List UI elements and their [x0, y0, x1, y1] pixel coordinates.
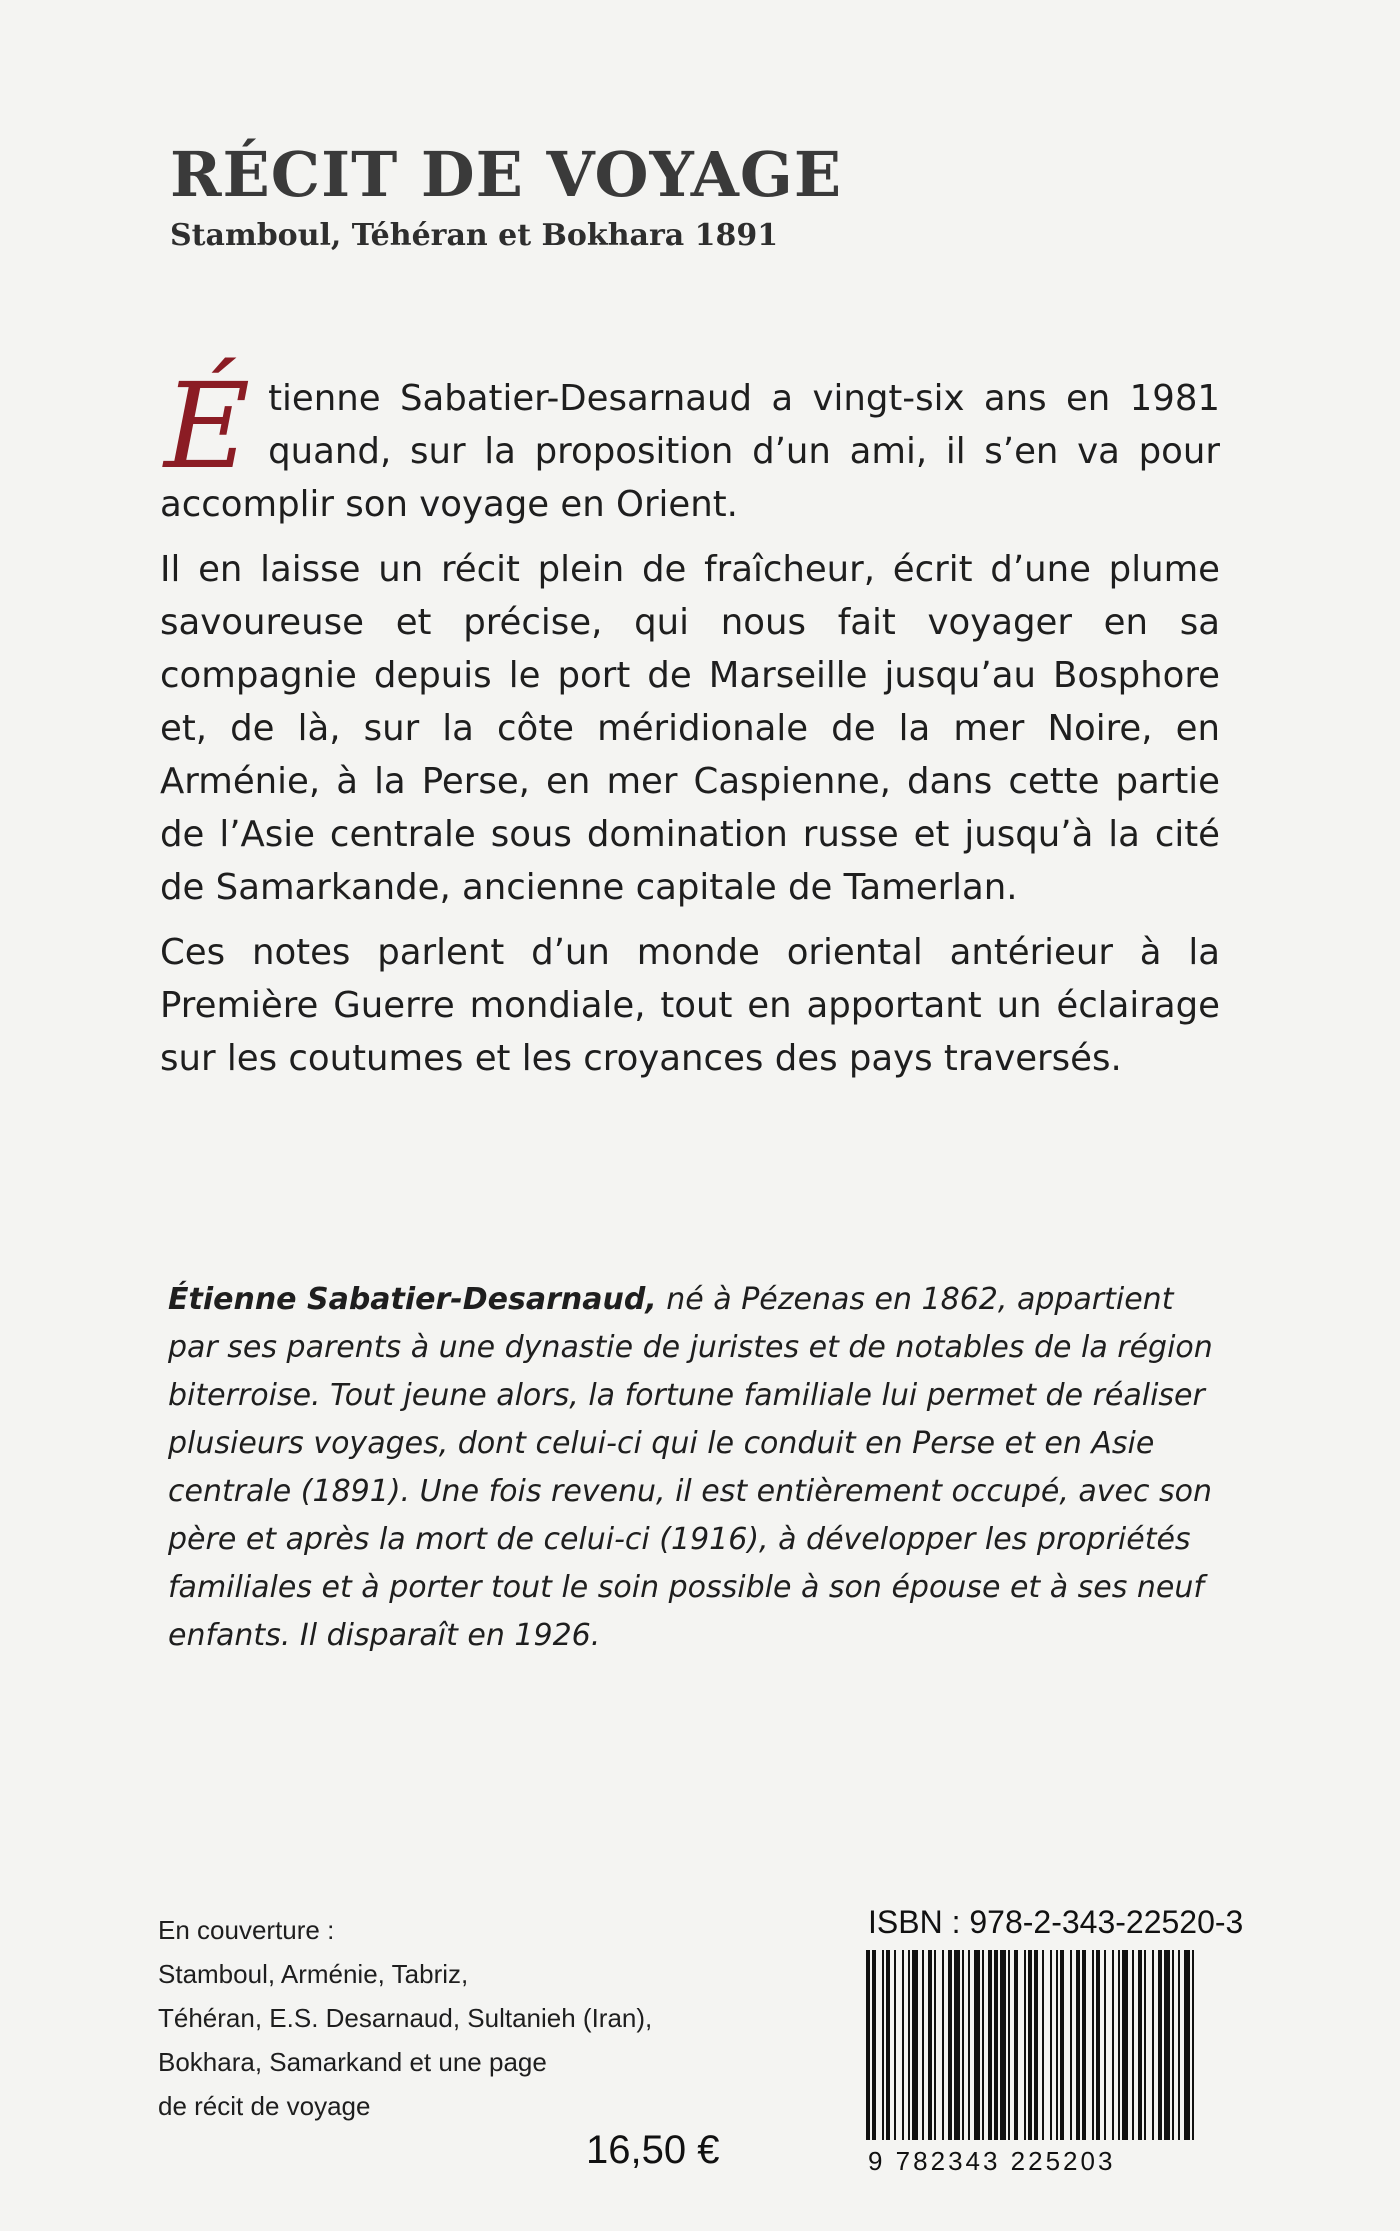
barcode-bar [912, 1950, 918, 2140]
barcode-bar [1060, 1950, 1064, 2140]
barcode-bar [1178, 1950, 1180, 2140]
summary-paragraph-1-text: tienne Sabatier-Desarnaud a vingt-six ans en 1981 quand, sur la proposition d’un ami, il s’en va pour accomplir son voyage en Orient. [160, 378, 1220, 525]
barcode-bar [1144, 1950, 1146, 2140]
cover-credit-line: de récit de voyage [158, 2091, 371, 2121]
barcode-bar [1000, 1950, 1006, 2140]
barcode [862, 1950, 1202, 2140]
barcode-bar [866, 1950, 870, 2140]
barcode-bar [1184, 1950, 1190, 2140]
cover-credit-line: Téhéran, E.S. Desarnaud, Sultanieh (Iran), [158, 2003, 653, 2033]
barcode-bar [988, 1950, 992, 2140]
barcode-bar [1070, 1950, 1072, 2140]
isbn-label: ISBN : 978-2-343-22520-3 [868, 1904, 1244, 1940]
barcode-bar [1050, 1950, 1052, 2140]
barcode-bar [948, 1950, 952, 2140]
drop-cap: É [164, 357, 251, 495]
barcode-bar [872, 1950, 876, 2140]
cover-credit-line: Stamboul, Arménie, Tabriz, [158, 1959, 469, 1989]
barcode-bar [1122, 1950, 1128, 2140]
cover-credit-line: En couverture : [158, 1915, 335, 1945]
barcode-bar [1082, 1950, 1086, 2140]
cover-credit-line: Bokhara, Samarkand et une page [158, 2047, 547, 2077]
barcode-bar [894, 1950, 896, 2140]
barcode-bar [1138, 1950, 1142, 2140]
summary-paragraph-3: Ces notes parlent d’un monde oriental antérieur à la Première Guerre mondiale, tout en apportant un éclairage sur les coutumes et les croyances des pays traversés. [160, 932, 1220, 1079]
barcode-bar [1172, 1950, 1174, 2140]
barcode-bar [1152, 1950, 1154, 2140]
author-bio [168, 1276, 1220, 1660]
barcode-bar [982, 1950, 984, 2140]
barcode-bar [1132, 1950, 1134, 2140]
barcode-bar [968, 1950, 970, 2140]
barcode-bar [1056, 1950, 1058, 2140]
price-label: 16,50 € [586, 2128, 720, 2172]
book-subtitle: Stamboul, Téhéran et Bokhara 1891 [170, 218, 779, 253]
barcode-bar [1158, 1950, 1162, 2140]
barcode-bar [942, 1950, 944, 2140]
barcode-bar [928, 1950, 932, 2140]
barcode-bar [994, 1950, 998, 2140]
barcode-bar [974, 1950, 980, 2140]
barcode-bar [1096, 1950, 1100, 2140]
cover-credits [158, 1908, 653, 2128]
barcode-bar [1042, 1950, 1044, 2140]
barcode-bar [1192, 1950, 1194, 2140]
barcode-bar [908, 1950, 910, 2140]
barcode-bar [1028, 1950, 1032, 2140]
book-title: RÉCIT DE VOYAGE [170, 138, 843, 211]
barcode-digits: 9 782343 225203 [868, 2146, 1116, 2176]
barcode-bar [902, 1950, 904, 2140]
summary-paragraph-2: Il en laisse un récit plein de fraîcheur, écrit d’une plume savoureuse et précise, qui nous fait voyager en sa compagnie depuis le port de Marseille jusqu’au Bosphore et, de là, sur la côte méridionale de la mer Noire, en Arménie, à la Perse, en mer Caspienne, dans cette partie de l’Asie centrale sous domination russe et jusqu’à la cité de Samarkande, ancienne capitale de Tamerlan. [160, 549, 1220, 908]
barcode-bar [1092, 1950, 1094, 2140]
barcode-bar [954, 1950, 960, 2140]
barcode-bar [1104, 1950, 1106, 2140]
summary-paragraph-1 [160, 357, 1220, 531]
book-summary [160, 357, 1220, 1097]
barcode-bar [1008, 1950, 1010, 2140]
barcode-bar [882, 1950, 884, 2140]
barcode-bar [934, 1950, 936, 2140]
barcode-bar [1076, 1950, 1080, 2140]
author-bio-text: né à Pézenas en 1862, appartient par ses parents à une dynastie de juristes et de notables de la région biterroise. Tout jeune alors, la fortune familiale lui permet de réaliser plusieurs voyages, dont celui-ci qui le conduit en Perse et en Asie centrale (1891). Une fois revenu, il est entièrement occupé, avec son père et après la mort de celui-ci (1916), à développer les propriétés familiales et à porter tout le soin possible à son épouse et à ses neuf enfants. Il disparaît en 1926. [168, 1282, 1213, 1653]
barcode-bar [886, 1950, 890, 2140]
barcode-bar [922, 1950, 924, 2140]
barcode-bar [1118, 1950, 1120, 2140]
barcode-bar [962, 1950, 964, 2140]
barcode-bar [1034, 1950, 1038, 2140]
author-name: Étienne Sabatier-Desarnaud, [168, 1282, 657, 1317]
barcode-bar [1164, 1950, 1170, 2140]
barcode-bar [1014, 1950, 1018, 2140]
barcode-bar [1024, 1950, 1026, 2140]
barcode-bar [1112, 1950, 1114, 2140]
